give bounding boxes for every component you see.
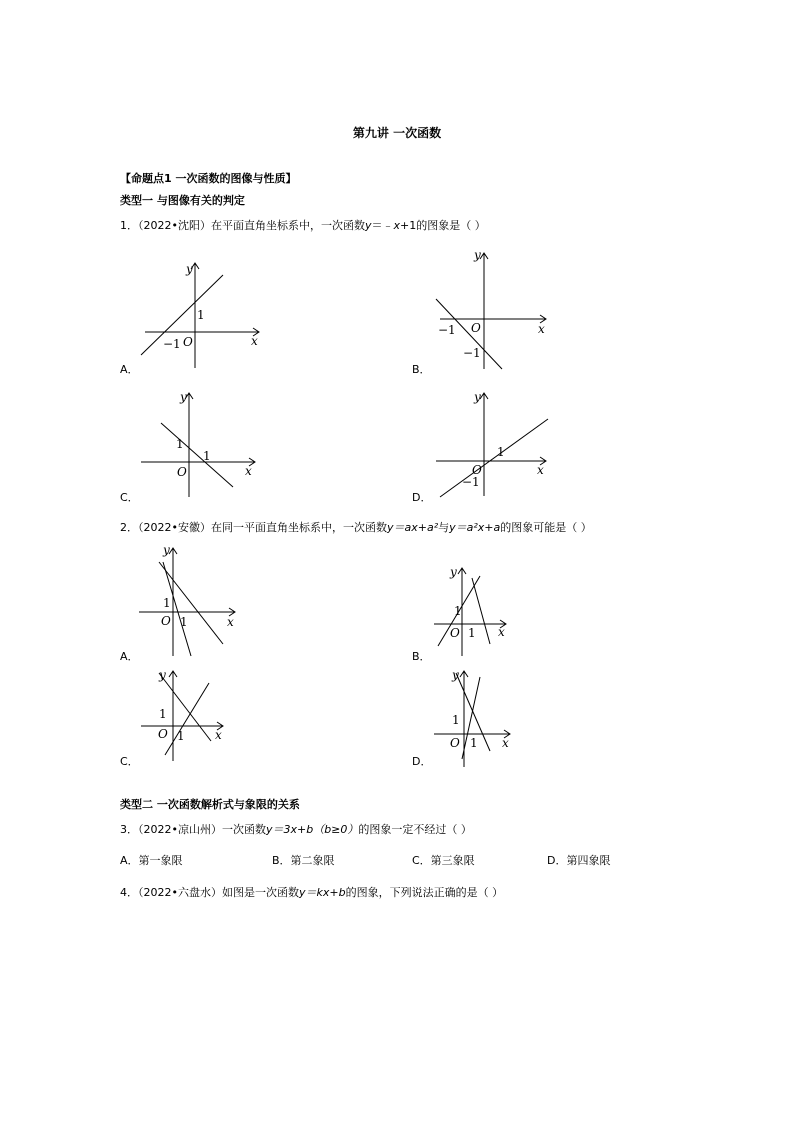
question-source: （2022•凉山州） (138, 823, 222, 836)
q1-option-a[interactable]: A． (120, 363, 139, 376)
tick-label: 1 (470, 736, 478, 750)
formula: y＝kx+b (298, 886, 346, 899)
question-text: 一次函数 (221, 823, 266, 836)
question-1 (120, 217, 486, 233)
question-4 (120, 884, 503, 900)
type-heading-2: 类型二 一次函数解析式与象限的关系 (120, 798, 300, 811)
question-text-mid: 与 (438, 521, 450, 534)
formula-rest: +1 (400, 219, 417, 232)
q1-option-b[interactable]: B． (412, 363, 431, 376)
formula: y＝3x+b（b≥0） (265, 823, 359, 836)
tick-label: −1 (163, 337, 181, 351)
y-axis-label: y (186, 262, 193, 276)
q1-graph-c (135, 385, 265, 505)
origin-label: O (450, 736, 460, 750)
y-axis-label: y (159, 668, 166, 682)
q3-option-a[interactable]: A．第一象限 (120, 854, 183, 867)
tick-label: 1 (177, 729, 185, 743)
formula-var-y: y (364, 219, 372, 232)
q2-graph-a (135, 540, 245, 660)
tick-label: 1 (180, 615, 188, 629)
tick-label: 1 (203, 449, 211, 463)
q2-option-a[interactable]: A． (120, 650, 139, 663)
x-axis-label: x (538, 322, 545, 336)
origin-label: O (450, 626, 460, 640)
question-number: 4． (120, 886, 138, 899)
x-axis-label: x (227, 615, 234, 629)
question-text-end: 的图象，下列说法正确的是（ ） (345, 886, 504, 899)
tick-label: −1 (463, 346, 481, 360)
question-2 (120, 519, 592, 535)
question-text: 在平面直角坐标系中，一次函数 (210, 219, 365, 232)
question-text-end: 的图象一定不经过（ ） (358, 823, 472, 836)
q2-option-d[interactable]: D． (412, 755, 432, 768)
origin-label: O (158, 727, 168, 741)
page-title: 第九讲 一次函数 (352, 126, 442, 140)
q3-option-d[interactable]: D．第四象限 (547, 854, 611, 867)
y-axis-label: y (474, 248, 481, 262)
tick-label: 1 (197, 308, 205, 322)
x-axis-label: x (251, 334, 258, 348)
x-axis-label: x (498, 625, 505, 639)
q3-option-c[interactable]: C．第三象限 (412, 854, 475, 867)
tick-label: 1 (176, 437, 184, 451)
question-text: 在同一平面直角坐标系中，一次函数 (210, 521, 387, 534)
tick-label: −1 (462, 475, 480, 489)
formula-1: y＝ax+a² (386, 521, 439, 534)
x-axis-label: x (502, 736, 509, 750)
formula-eq: ＝﹣ (371, 219, 394, 232)
section-heading-1: 【命题点1 一次函数的图像与性质】 (120, 172, 297, 185)
origin-label: O (472, 463, 482, 477)
tick-label: 1 (452, 713, 460, 727)
question-source: （2022•沈阳） (138, 219, 211, 232)
formula-2: y＝a²x+a (449, 521, 501, 534)
tick-label: −1 (438, 323, 456, 337)
question-number: 3． (120, 823, 138, 836)
y-axis-label: y (450, 565, 457, 579)
x-axis-label: x (215, 728, 222, 742)
q1-graph-b (430, 245, 560, 375)
q2-option-b[interactable]: B． (412, 650, 431, 663)
origin-label: O (471, 321, 481, 335)
y-axis-label: y (180, 390, 187, 404)
q1-option-d[interactable]: D． (412, 491, 432, 504)
origin-label: O (183, 335, 193, 349)
tick-label: 1 (454, 604, 462, 618)
formula-var-x: x (393, 219, 401, 232)
q3-option-b[interactable]: B．第二象限 (272, 854, 335, 867)
y-axis-label: y (452, 668, 459, 682)
question-text: 如图是一次函数 (221, 886, 299, 899)
tick-label: 1 (163, 596, 171, 610)
question-number: 1． (120, 219, 138, 232)
question-text-end: 的图象可能是（ ） (500, 521, 592, 534)
question-source: （2022•六盘水） (138, 886, 222, 899)
q2-graph-d (430, 663, 520, 763)
origin-label: O (161, 614, 171, 628)
x-axis-label: x (245, 464, 252, 478)
y-axis-label: y (474, 390, 481, 404)
question-text-end: 的图象是（ ） (416, 219, 486, 232)
x-axis-label: x (537, 463, 544, 477)
tick-label: 1 (497, 445, 505, 459)
q1-option-c[interactable]: C． (120, 491, 139, 504)
q1-graph-a (135, 255, 265, 375)
y-axis-label: y (163, 543, 170, 557)
q2-graph-b (430, 560, 520, 660)
question-number: 2． (120, 521, 138, 534)
origin-label: O (177, 465, 187, 479)
tick-label: 1 (468, 626, 476, 640)
question-3 (120, 821, 472, 837)
type-heading-1: 类型一 与图像有关的判定 (120, 194, 245, 207)
q1-graph-d (430, 385, 560, 505)
q2-graph-c (135, 663, 245, 763)
q2-option-c[interactable]: C． (120, 755, 139, 768)
question-source: （2022•安徽） (138, 521, 211, 534)
tick-label: 1 (159, 707, 167, 721)
